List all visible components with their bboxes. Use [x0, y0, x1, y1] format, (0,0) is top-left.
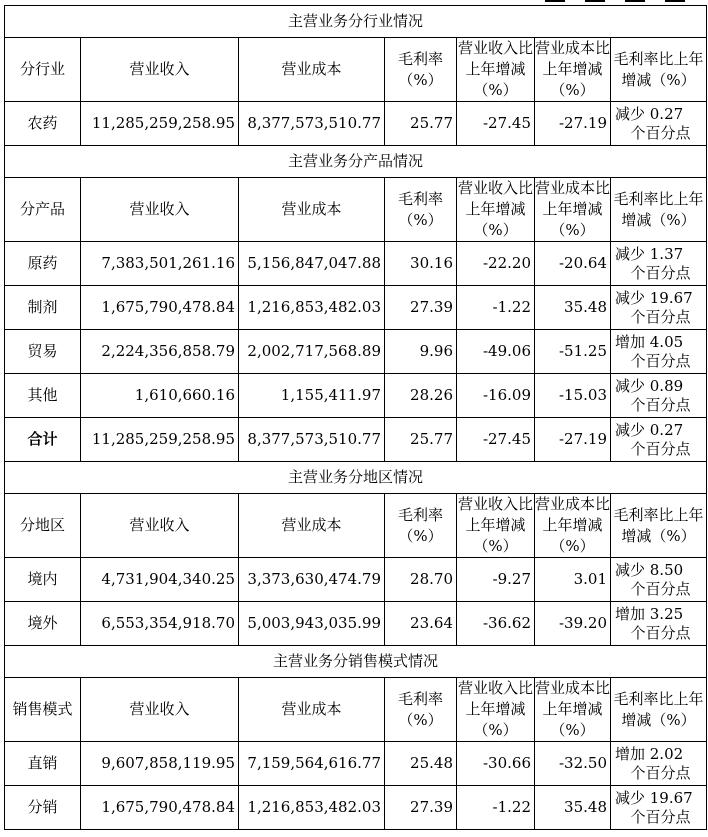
margin-change-unit: 个百分点 [630, 351, 691, 370]
header-margin: 毛利率（%） [385, 678, 457, 742]
row-label: 境外 [5, 602, 81, 646]
header-margin: 毛利率（%） [385, 178, 457, 242]
header-revenue-change: 营业收入比上年增减（%） [457, 678, 535, 742]
revenue-change-cell: -27.45 [457, 102, 535, 146]
header-revenue: 营业收入 [81, 678, 239, 742]
margin-cell: 25.77 [385, 102, 457, 146]
revenue-cell: 7,383,501,261.16 [81, 242, 239, 286]
section-title: 主营业务分销售模式情况 [5, 646, 707, 678]
revenue-change-cell: -27.45 [457, 418, 535, 462]
header-revenue-change: 营业收入比上年增减（%） [457, 178, 535, 242]
margin-change-unit: 个百分点 [630, 439, 691, 458]
cost-change-cell: 35.48 [535, 786, 611, 830]
margin-change-cell [611, 102, 707, 146]
cost-change-cell: -27.19 [535, 418, 611, 462]
cost-cell: 8,377,573,510.77 [239, 102, 385, 146]
revenue-cell: 1,610,660.16 [81, 374, 239, 418]
margin-cell: 25.77 [385, 418, 457, 462]
margin-change-value: 减少 0.27 [615, 420, 684, 439]
margin-change-value: 减少 1.37 [615, 244, 684, 263]
cost-cell: 1,216,853,482.03 [239, 786, 385, 830]
cost-change-cell: -51.25 [535, 330, 611, 374]
cost-change-cell: -39.20 [535, 602, 611, 646]
margin-cell: 27.39 [385, 786, 457, 830]
revenue-change-cell: -16.09 [457, 374, 535, 418]
revenue-cell: 6,553,354,918.70 [81, 602, 239, 646]
margin-change-value: 增加 2.02 [615, 744, 684, 763]
cost-change-cell: -32.50 [535, 742, 611, 786]
header-cost: 营业成本 [239, 178, 385, 242]
header-margin-change: 毛利率比上年增减（%） [611, 678, 707, 742]
margin-change-unit: 个百分点 [630, 623, 691, 642]
margin-change-value: 增加 4.05 [615, 332, 684, 351]
header-row [5, 38, 707, 102]
header-margin: 毛利率（%） [385, 494, 457, 558]
row-label: 农药 [5, 102, 81, 146]
cost-cell: 5,156,847,047.88 [239, 242, 385, 286]
section-title-row [5, 146, 707, 178]
revenue-change-cell: -1.22 [457, 286, 535, 330]
margin-change-cell [611, 374, 707, 418]
margin-change-cell [611, 558, 707, 602]
section-title: 主营业务分产品情况 [5, 146, 707, 178]
section-title-row [5, 6, 707, 38]
margin-change-value: 减少 0.27 [615, 104, 684, 123]
revenue-change-cell: -1.22 [457, 786, 535, 830]
revenue-change-cell: -36.62 [457, 602, 535, 646]
margin-cell: 9.96 [385, 330, 457, 374]
revenue-cell: 11,285,259,258.95 [81, 418, 239, 462]
table-row [5, 558, 707, 602]
row-label: 制剂 [5, 286, 81, 330]
header-margin-change: 毛利率比上年增减（%） [611, 178, 707, 242]
margin-change-value: 减少 8.50 [615, 560, 684, 579]
margin-cell: 27.39 [385, 286, 457, 330]
revenue-cell: 1,675,790,478.84 [81, 786, 239, 830]
header-revenue: 营业收入 [81, 494, 239, 558]
table-row [5, 242, 707, 286]
section-title: 主营业务分地区情况 [5, 462, 707, 494]
margin-cell: 28.70 [385, 558, 457, 602]
row-label: 直销 [5, 742, 81, 786]
table-row [5, 330, 707, 374]
section-title-row [5, 462, 707, 494]
margin-change-unit: 个百分点 [630, 579, 691, 598]
margin-change-cell [611, 418, 707, 462]
margin-change-unit: 个百分点 [630, 307, 691, 326]
header-revenue-change: 营业收入比上年增减（%） [457, 494, 535, 558]
cost-cell: 3,373,630,474.79 [239, 558, 385, 602]
row-label: 原药 [5, 242, 81, 286]
header-cost: 营业成本 [239, 678, 385, 742]
row-label: 其他 [5, 374, 81, 418]
cost-cell: 8,377,573,510.77 [239, 418, 385, 462]
header-margin-change: 毛利率比上年增减（%） [611, 38, 707, 102]
margin-cell: 25.48 [385, 742, 457, 786]
header-margin: 毛利率（%） [385, 38, 457, 102]
revenue-cell: 9,607,858,119.95 [81, 742, 239, 786]
revenue-cell: 1,675,790,478.84 [81, 286, 239, 330]
cost-cell: 5,003,943,035.99 [239, 602, 385, 646]
revenue-change-cell: -30.66 [457, 742, 535, 786]
cost-change-cell: -20.64 [535, 242, 611, 286]
header-revenue: 营业收入 [81, 178, 239, 242]
header-category: 销售模式 [5, 678, 81, 742]
cost-change-cell: 3.01 [535, 558, 611, 602]
row-label: 合计 [5, 418, 81, 462]
header-row [5, 678, 707, 742]
cost-cell: 1,155,411.97 [239, 374, 385, 418]
header-category: 分行业 [5, 38, 81, 102]
table-row [5, 602, 707, 646]
header-revenue-change: 营业收入比上年增减（%） [457, 38, 535, 102]
table-row [5, 742, 707, 786]
margin-change-cell [611, 242, 707, 286]
cost-change-cell: 35.48 [535, 286, 611, 330]
margin-change-unit: 个百分点 [630, 807, 691, 826]
cost-cell: 7,159,564,616.77 [239, 742, 385, 786]
header-category: 分地区 [5, 494, 81, 558]
section-title-row [5, 646, 707, 678]
table-row [5, 418, 707, 462]
revenue-cell: 4,731,904,340.25 [81, 558, 239, 602]
table-row [5, 102, 707, 146]
table-row [5, 786, 707, 830]
margin-change-unit: 个百分点 [630, 395, 691, 414]
margin-change-cell [611, 286, 707, 330]
margin-cell: 30.16 [385, 242, 457, 286]
margin-change-unit: 个百分点 [630, 763, 691, 782]
main-business-table [4, 5, 707, 830]
header-margin-change: 毛利率比上年增减（%） [611, 494, 707, 558]
header-cost-change: 营业成本比上年增减（%） [535, 38, 611, 102]
header-cost: 营业成本 [239, 494, 385, 558]
margin-cell: 23.64 [385, 602, 457, 646]
header-row [5, 494, 707, 558]
margin-change-cell [611, 602, 707, 646]
margin-change-cell [611, 786, 707, 830]
cost-cell: 1,216,853,482.03 [239, 286, 385, 330]
cost-change-cell: -15.03 [535, 374, 611, 418]
header-cost: 营业成本 [239, 38, 385, 102]
margin-change-unit: 个百分点 [630, 263, 691, 282]
header-cost-change: 营业成本比上年增减（%） [535, 178, 611, 242]
cost-cell: 2,002,717,568.89 [239, 330, 385, 374]
revenue-change-cell: -9.27 [457, 558, 535, 602]
margin-change-value: 减少 0.89 [615, 376, 684, 395]
header-cost-change: 营业成本比上年增减（%） [535, 678, 611, 742]
header-cost-change: 营业成本比上年增减（%） [535, 494, 611, 558]
margin-change-value: 增加 3.25 [615, 604, 684, 623]
row-label: 贸易 [5, 330, 81, 374]
row-label: 分销 [5, 786, 81, 830]
header-category: 分产品 [5, 178, 81, 242]
table-row [5, 286, 707, 330]
revenue-cell: 11,285,259,258.95 [81, 102, 239, 146]
revenue-change-cell: -22.20 [457, 242, 535, 286]
revenue-cell: 2,224,356,858.79 [81, 330, 239, 374]
margin-cell: 28.26 [385, 374, 457, 418]
margin-change-cell [611, 742, 707, 786]
margin-change-unit: 个百分点 [630, 123, 691, 142]
header-revenue: 营业收入 [81, 38, 239, 102]
table-row [5, 374, 707, 418]
row-label: 境内 [5, 558, 81, 602]
margin-change-cell [611, 330, 707, 374]
cost-change-cell: -27.19 [535, 102, 611, 146]
section-title: 主营业务分行业情况 [5, 6, 707, 38]
margin-change-value: 减少 19.67 [615, 288, 693, 307]
margin-change-value: 减少 19.67 [615, 788, 693, 807]
revenue-change-cell: -49.06 [457, 330, 535, 374]
header-row [5, 178, 707, 242]
